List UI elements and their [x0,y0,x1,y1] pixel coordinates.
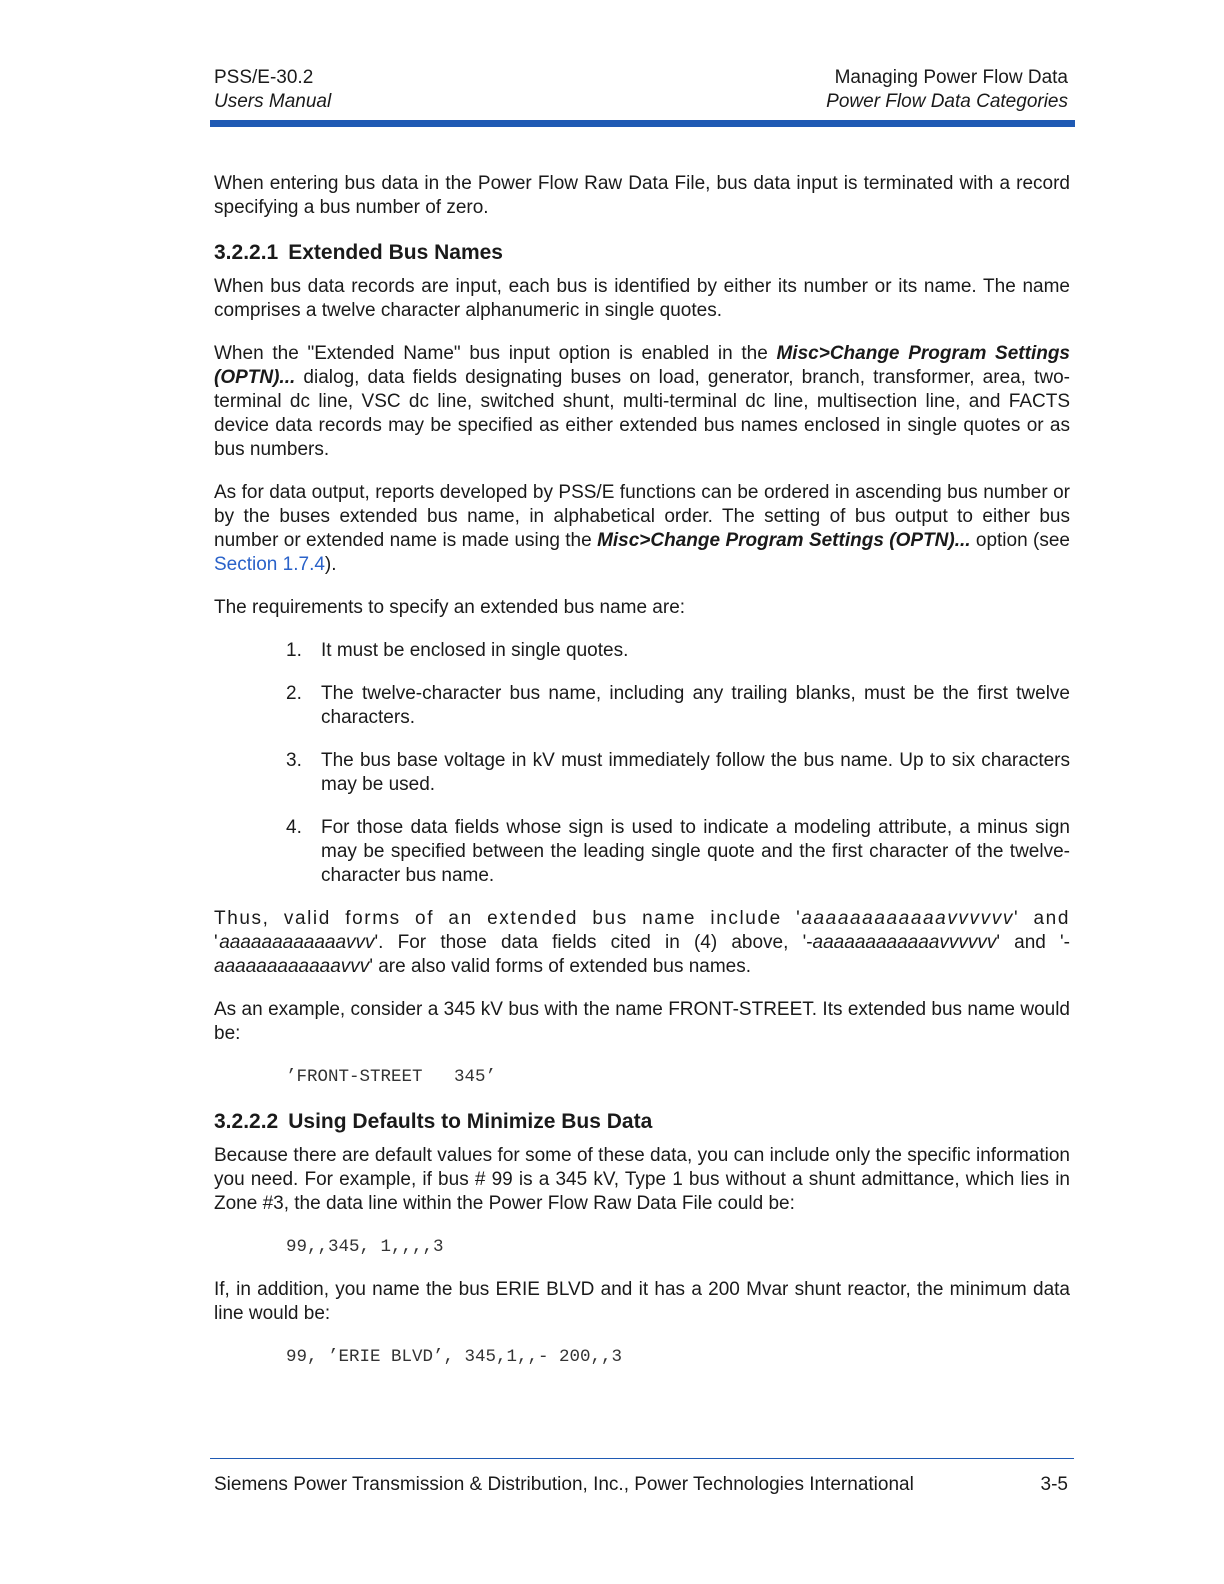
header-chapter: Managing Power Flow Data [834,67,1068,88]
section-number: 3.2.2.2 [214,1110,279,1133]
code-example: ’FRONT-STREET 345’ [286,1067,497,1087]
name-format: aaaaaaaaaaaavvvvvv [812,932,997,953]
page-body [214,172,1070,1388]
header-rule [210,120,1075,127]
text-run: When the "Extended Name" bus input option is enabled in the [214,343,777,364]
text-run: As for data output, reports developed by PSS/E functions can be ordered in ascending bus number or by the buses extended bus name, in alphabetical order. The setting of bus output to either bus number or extended name is made using the [214,482,1070,551]
section-heading-extended-bus-names [214,239,1070,267]
text-run: '. For those data fields cited in (4) above, '- [374,932,813,953]
text-run: ' and ' [214,908,1070,953]
text-run: Thus, valid forms of an extended bus name include ' [214,908,802,929]
code-example: 99, ’ERIE BLVD’, 345,1,,- 200,,3 [286,1347,623,1367]
intro-paragraph: When entering bus data in the Power Flow Raw Data File, bus data input is terminated with a record specifying a bus number of zero. [214,173,1070,218]
header-section: Power Flow Data Categories [826,91,1068,112]
section-title: Using Defaults to Minimize Bus Data [288,1110,653,1133]
list-text: The twelve-character bus name, including any trailing blanks, must be the first twelve characters. [321,683,1070,728]
paragraph: The requirements to specify an extended bus name are: [214,597,686,618]
header-product: PSS/E-30.2 [214,67,314,88]
paragraph: If, in addition, you name the bus ERIE BLVD and it has a 200 Mvar shunt reactor, the minimum data line would be: [214,1279,1070,1324]
menu-reference: Misc>Change Program Settings (OPTN)... [597,530,971,551]
name-format: aaaaaaaaaaaavvv [219,932,375,953]
footer-company: Siemens Power Transmission & Distribution, Inc., Power Technologies International [214,1474,914,1495]
code-example: 99,,345, 1,,,,3 [286,1237,444,1257]
header-right [826,66,1068,114]
list-number: 2. [286,683,302,704]
menu-reference: Misc>Change Program Settings (OPTN)... [214,343,1071,388]
requirements-list [214,639,1070,888]
name-format: aaaaaaaaaaaavvvvvv [801,908,1014,929]
page-number: 3-5 [1040,1474,1068,1495]
list-number: 3. [286,750,302,771]
text-run: option (see [970,530,1070,551]
list-text: It must be enclosed in single quotes. [321,640,629,661]
page-footer [214,1473,1068,1497]
paragraph [214,342,1070,462]
list-number: 4. [286,817,302,838]
paragraph: As an example, consider a 345 kV bus with the name FRONT-STREET. Its extended bus name would be: [214,999,1070,1044]
list-item [214,682,1070,730]
header-left [214,66,331,114]
section-number: 3.2.2.1 [214,241,279,264]
paragraph: When bus data records are input, each bus is identified by either its number or its name. The name comprises a twelve character alphanumeric in single quotes. [214,276,1070,321]
section-heading-using-defaults [214,1108,1070,1136]
list-text: For those data fields whose sign is used to indicate a modeling attribute, a minus sign may be specified between the leading single quote and the first character of the twelve-character bus name. [321,817,1070,886]
text-run: ' and '- [996,932,1071,953]
list-item [214,749,1070,797]
paragraph: Because there are default values for some of these data, you can include only the specific information you need. For example, if bus # 99 is a 345 kV, Type 1 bus without a shunt admittance, which lies in Zone #3, the data line within the Power Flow Raw Data File could be: [214,1145,1070,1214]
list-item [214,639,1070,663]
header-manual: Users Manual [214,91,332,112]
section-link[interactable]: Section 1.7.4 [214,554,325,575]
list-item [214,816,1070,888]
text-run: ). [324,554,337,575]
text-run: dialog, data fields designating buses on load, generator, branch, transformer, area, two-terminal dc line, VSC dc line, switched shunt, multi-terminal dc line, multisection line, and FACTS device data records may be specified as either extended bus names enclosed in single quotes or as bus numbers. [214,367,1070,460]
section-title: Extended Bus Names [288,241,503,264]
paragraph [214,907,1070,979]
footer-rule [210,1458,1074,1459]
list-number: 1. [286,640,302,661]
list-text: The bus base voltage in kV must immediately follow the bus name. Up to six characters may be used. [321,750,1070,795]
text-run: ' are also valid forms of extended bus names. [369,956,752,977]
name-format: aaaaaaaaaaaavvv [214,956,370,977]
paragraph [214,481,1070,577]
